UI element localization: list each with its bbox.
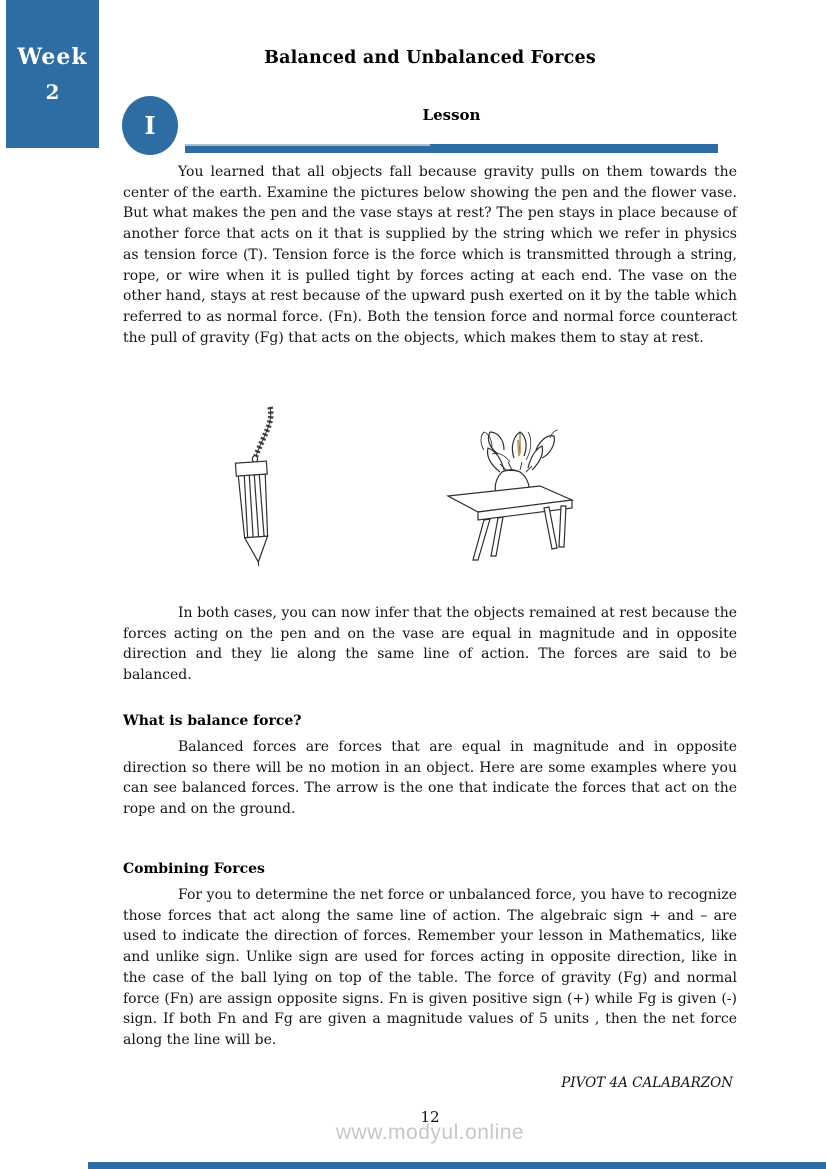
lesson-divider-sheen	[185, 144, 430, 146]
heading-combining-forces: Combining Forces	[123, 861, 265, 877]
pen-figure	[218, 404, 296, 572]
page-title: Balanced and Unbalanced Forces	[264, 48, 596, 68]
heading-what-is-balance-force: What is balance force?	[123, 713, 302, 729]
week-label: Week	[17, 44, 88, 70]
bottom-accent-bar	[88, 1162, 826, 1169]
lesson-heading: Lesson	[422, 106, 481, 124]
week-badge	[6, 0, 99, 148]
paragraph-combining: For you to determine the net force or unbalanced force, you have to recognize those forces that act along the same line of action. The algebraic sign + and – are used to indicate the direction of forces. Remember your lesson in Mathematics, like and unlike sign. Unlike sign are used for forces acting in opposite direction, like in the case of the ball lying on top of the table. The force of gravity (Fg) and normal force (Fn) are assign opposite signs. Fn is given positive sign (+) while Fg is given (-) sign. If both Fn and Fg are given a magnitude values of 5 units , then the net force along the line will be.	[123, 887, 737, 1048]
vase-figure	[440, 420, 580, 565]
paragraph-balance: Balanced forces are forces that are equal in magnitude and in opposite direction so there will be no motion in an object. Here are some examples where you can see balanced forces. The arrow is the one that indicate the forces that act on the rope and on the ground.	[123, 739, 737, 818]
lesson-badge-letter: I	[144, 111, 156, 140]
lesson-divider-bar	[185, 144, 718, 153]
footer-brand: PIVOT 4A CALABARZON	[561, 1075, 733, 1091]
pen-hanging-from-string-drawing	[218, 404, 296, 572]
flower-vase-on-table-drawing	[440, 420, 580, 565]
paragraph-infer: In both cases, you can now infer that the objects remained at rest because the forces acting on the pen and on the vase are equal in magnitude and in opposite direction and they lie along the same line of action. The forces are said to be balanced.	[123, 605, 737, 684]
watermark: www.modyul.online	[335, 1121, 525, 1144]
paragraph-intro: You learned that all objects fall because gravity pulls on them towards the center of the earth. Examine the pictures below showing the pen and the flower vase. But what makes the pen and the vase stays at rest? The pen stays in place because of another force that acts on it that is supplied by the string which we refer in physics as tension force (T). Tension force is the force which is transmitted through a string, rope, or wire when it is pulled tight by forces acting at each end. The vase on the other hand, stays at rest because of the upward push exerted on it by the table which referred to as normal force. (Fn). Both the tension force and normal force counteract the pull of gravity (Fg) that acts on the objects, which makes them to stay at rest.	[123, 164, 737, 346]
week-number: 2	[45, 80, 60, 104]
lesson-badge-i	[122, 96, 178, 155]
page-number: 12	[420, 1108, 440, 1126]
